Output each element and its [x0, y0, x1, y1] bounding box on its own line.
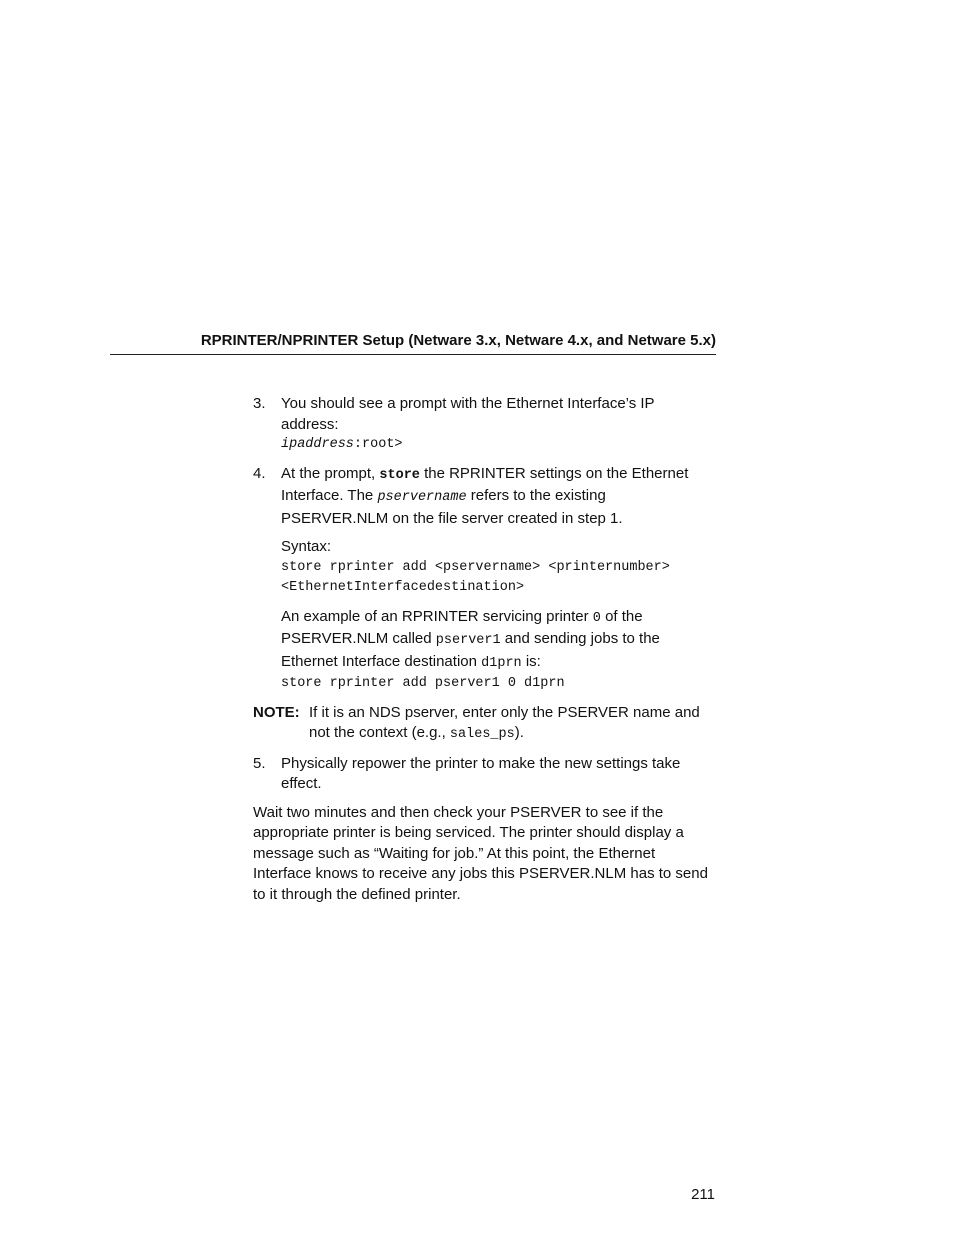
- page-number: 211: [691, 1186, 715, 1203]
- text-run: At the prompt,: [281, 464, 380, 482]
- text-run: the RPRINTER settings on the Ethernet Interface. The: [281, 464, 689, 504]
- text-run: An example of an RPRINTER servicing printer: [281, 607, 593, 625]
- step-5: [253, 754, 715, 795]
- text-run: ).: [514, 724, 524, 741]
- note-label: NOTE:: [253, 703, 300, 721]
- text-run: and sending jobs to the Ethernet Interface destination: [281, 630, 660, 670]
- note-text: [309, 703, 715, 746]
- step-number: 5.: [253, 754, 266, 772]
- text-run: of the PSERVER.NLM called: [281, 607, 643, 647]
- note-code: sales_ps: [449, 727, 515, 742]
- step-text: Physically repower the printer to make the new settings take effect.: [281, 754, 681, 792]
- step-4: [253, 464, 715, 695]
- step-3: [253, 394, 715, 456]
- pserver-name: pserver1: [435, 633, 501, 648]
- prompt-suffix: :root>: [353, 437, 403, 452]
- prompt-example: [281, 435, 715, 456]
- store-command: store: [379, 467, 420, 483]
- text-run: If it is an NDS pserver, enter only the PSERVER name and not the context (e.g.,: [309, 703, 700, 741]
- step-text: You should see a prompt with the Ethernet Interface’s IP address:: [281, 395, 655, 433]
- syntax-line-2: <EthernetInterfacedestination>: [281, 580, 525, 595]
- page-header: RPRINTER/NPRINTER Setup (Netware 3.x, Netware 4.x, and Netware 5.x): [200, 332, 716, 349]
- example-text: [281, 607, 715, 675]
- example-command: store rprinter add pserver1 0 d1prn: [281, 676, 565, 691]
- header-rule: [110, 354, 716, 355]
- destination-name: d1prn: [481, 655, 522, 671]
- printer-number: 0: [592, 610, 601, 626]
- syntax-line-1: store rprinter add <pservername> <printernumber>: [281, 559, 670, 575]
- step-text: [281, 464, 715, 530]
- step-number: 3.: [253, 395, 266, 412]
- text-run: is:: [521, 652, 541, 670]
- step-number: 4.: [253, 464, 266, 482]
- main-content: [253, 394, 715, 905]
- closing-paragraph: Wait two minutes and then check your PSERVER to see if the appropriate printer is being serviced. The printer should display a message such as “Waiting for job.” At this point, the Ethernet Interface knows to receive any jobs this PSERVER.NLM has to send to it through the defined printer.: [253, 803, 708, 903]
- syntax-label: Syntax:: [281, 538, 332, 555]
- note-block: [253, 703, 715, 746]
- prompt-variable: ipaddress: [281, 437, 354, 452]
- text-run: refers to the existing PSERVER.NLM on the file server created in step 1.: [281, 487, 623, 527]
- pservername-variable: pservername: [377, 490, 467, 505]
